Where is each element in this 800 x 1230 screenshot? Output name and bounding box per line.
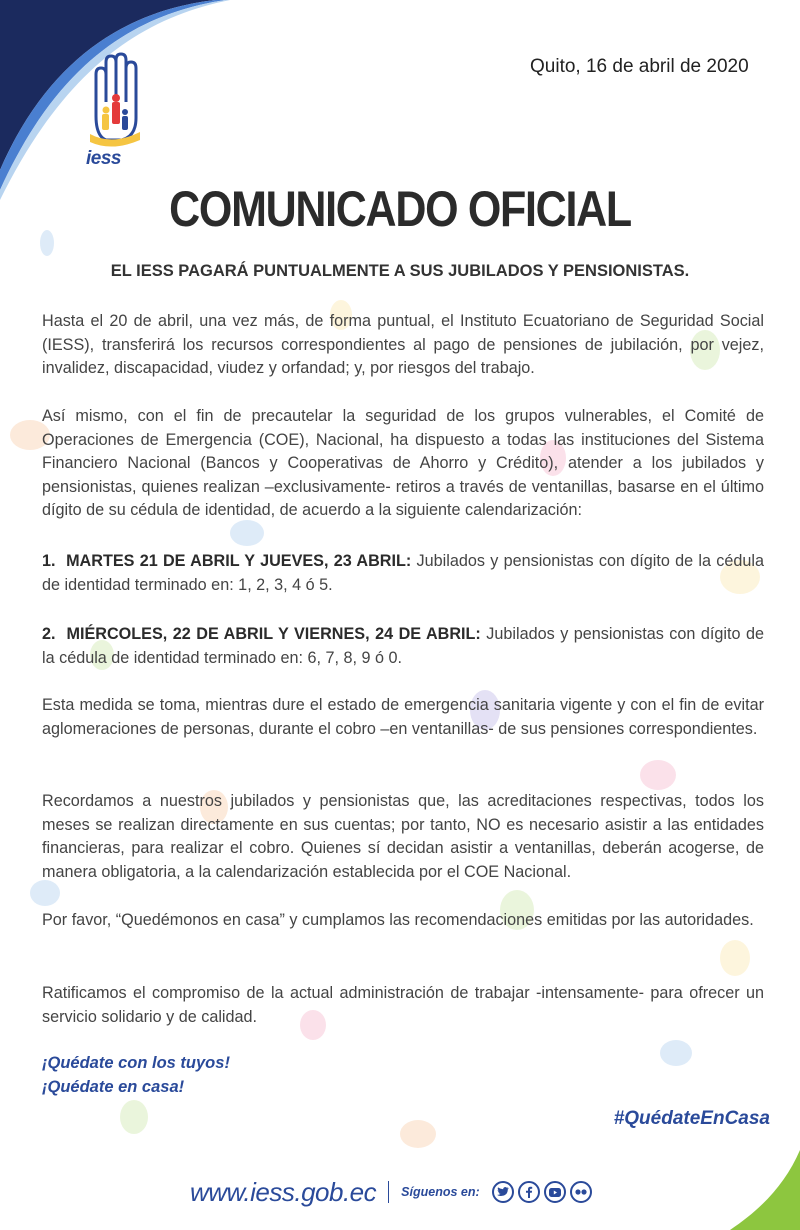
background-confetti [400,1120,436,1148]
page-subtitle: EL IESS PAGARÁ PUNTUALMENTE A SUS JUBILADOS Y PENSIONISTAS. [110,262,690,280]
schedule-item-2 [42,623,764,670]
hashtag: #QuédateEnCasa [613,1108,770,1129]
paragraph-5: Por favor, “Quedémonos en casa” y cumplamos las recomendaciones emitidas por las autoridades. [42,911,754,929]
website-link[interactable]: www.iess.gob.ec [190,1176,377,1207]
flickr-icon[interactable] [570,1181,592,1203]
youtube-icon[interactable] [544,1181,566,1203]
twitter-icon[interactable] [492,1181,514,1203]
facebook-icon[interactable] [518,1181,540,1203]
background-confetti [120,1100,148,1134]
paragraph-3: Esta medida se toma, mientras dure el estado de emergencia sanitaria vigente y con el fin de evitar aglomeraciones de personas, durante el cobro –en ventanillas- de sus pensiones correspondientes. [42,696,764,738]
footer [190,1174,592,1210]
follow-label: Síguenos en: [401,1185,480,1199]
background-confetti [720,940,750,976]
background-confetti [660,1040,692,1066]
item-number: 2. [42,625,56,643]
paragraph-4: Recordamos a nuestros jubilados y pensionistas que, las acreditaciones respectivas, todos los meses se realizan directamente en sus cuentas; por tanto, NO es necesario asistir a las entidades financieras, para realizar el cobro. Quienes sí decidan asistir a ventanillas, deberán acogerse, de manera obligatoria, a la calendarización establecida por el COE Nacional. [42,792,764,881]
paragraph-6: Ratificamos el compromiso de la actual administración de trabajar -intensamente- para ofrecer un servicio solidario y de calidad. [42,984,764,1026]
background-confetti [640,760,676,790]
footer-divider [388,1181,389,1203]
schedule-item-1 [42,550,764,597]
paragraph-1: Hasta el 20 de abril, una vez más, de forma puntual, el Instituto Ecuatoriano de Seguridad Social (IESS), transferirá los recursos correspondientes al pago de pensiones de jubilación, por vejez, invalidez, discapacidad, viudez y orfandad; y, por riesgos del trabajo. [42,312,764,377]
background-confetti [230,520,264,546]
item-heading: MIÉRCOLES, 22 DE ABRIL Y VIERNES, 24 DE ABRIL: [66,625,481,643]
closing-line-2: ¡Quédate en casa! [42,1078,185,1096]
corner-decoration [730,1150,800,1230]
iess-logo [82,52,146,170]
item-heading: MARTES 21 DE ABRIL Y JUEVES, 23 ABRIL: [66,552,412,570]
paragraph-2: Así mismo, con el fin de precautelar la seguridad de los grupos vulnerables, el Comité de Operaciones de Emergencia (COE), Nacional, ha dispuesto a todas las instituciones del Sistema Financiero Nacional (Bancos y Cooperativas de Ahorro y Crédito), atender a los jubilados y pensionistas, quienes realizan –exclusivamente- retiros a través de ventanillas, basarse en el último dígito de su cédula de identidad, de acuerdo a la siguiente calendarización: [42,407,764,519]
item-number: 1. [42,552,56,570]
document-date: Quito, 16 de abril de 2020 [530,56,749,77]
page-title: COMUNICADO OFICIAL [169,181,631,237]
item-text: Jubilados y pensionistas con dígito de la cédula de identidad terminado en: 6, 7, 8, 9 ó 0. [42,625,764,667]
logo-text: iess [86,148,121,169]
social-links [492,1181,592,1203]
item-text: Jubilados y pensionistas con dígito de la cédula de identidad terminado en: 1, 2, 3, 4 ó 5. [42,552,764,594]
closing-line-1: ¡Quédate con los tuyos! [42,1054,230,1072]
background-confetti [40,230,54,256]
